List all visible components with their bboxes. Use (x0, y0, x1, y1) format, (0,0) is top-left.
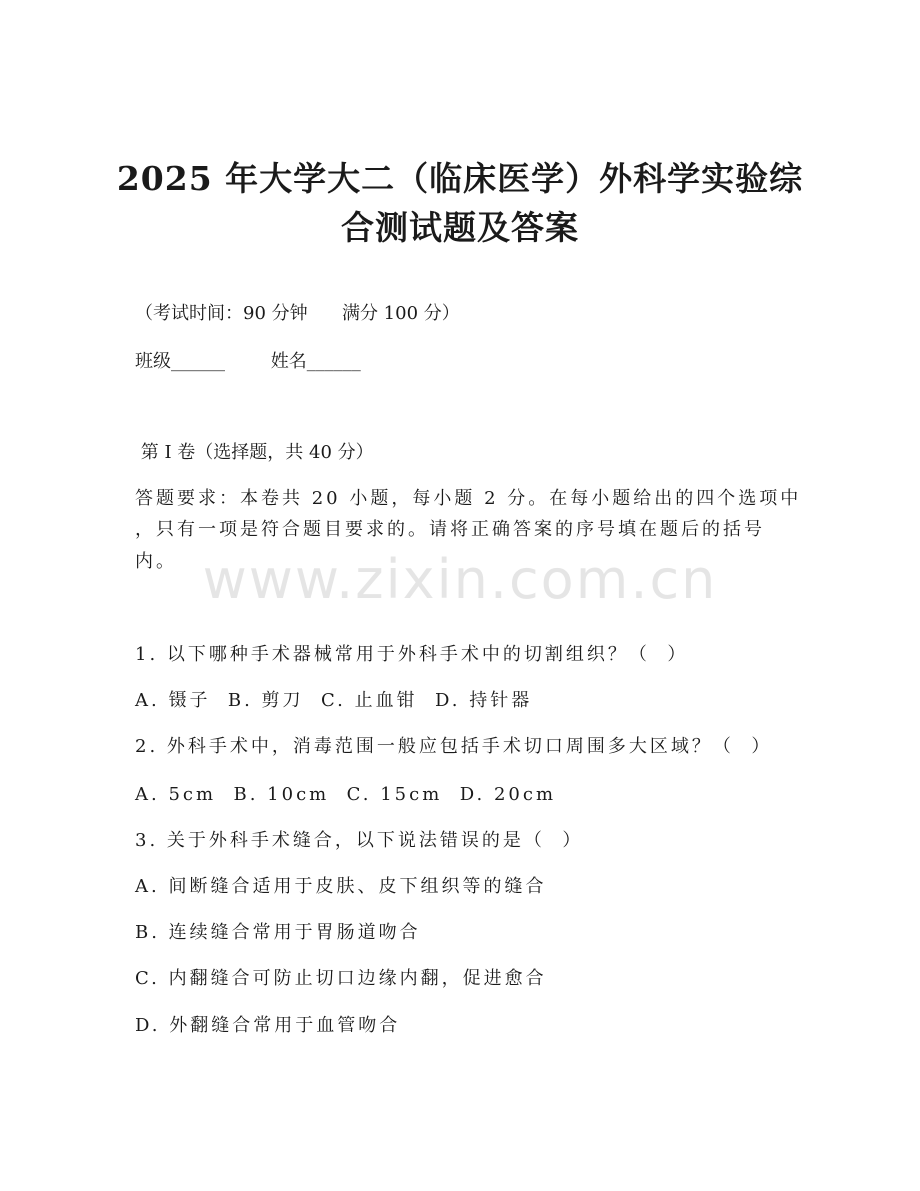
document-title-line-2: 合测试题及答案 (341, 208, 579, 247)
question-1-options: A. 镊子 B. 剪刀 C. 止血钳 D. 持针器 (135, 690, 533, 711)
question-1-stem: 1. 以下哪种手术器械常用于外科手术中的切割组织？（ ） (135, 644, 689, 665)
question-3-option-d: D. 外翻缝合常用于血管吻合 (135, 1015, 401, 1036)
instructions-line-1: 答题要求：本卷共 20 小题，每小题 2 分。在每小题给出的四个选项中 (135, 488, 802, 509)
question-2-options: A. 5cm B. 10cm C. 15cm D. 20cm (135, 784, 557, 805)
exam-time-info: （考试时间：90 分钟 满分 100 分） (135, 303, 460, 324)
instructions-line-2: ，只有一项是符合题目要求的。请将正确答案的序号填在题后的括号 (135, 519, 765, 540)
document-title-line-1: 2025 年大学大二（临床医学）外科学实验综 (116, 159, 804, 198)
question-3-option-a: A. 间断缝合适用于皮肤、皮下组织等的缝合 (135, 876, 547, 897)
watermark: www.zixin.com.cn (202, 548, 718, 611)
class-name-line: 班级______ 姓名______ (135, 351, 361, 372)
section-heading: 第 I 卷（选择题，共 40 分） (135, 442, 374, 463)
question-3-option-c: C. 内翻缝合可防止切口边缘内翻，促进愈合 (135, 968, 547, 989)
question-3-option-b: B. 连续缝合常用于胃肠道吻合 (135, 922, 421, 943)
question-2-stem: 2. 外科手术中，消毒范围一般应包括手术切口周围多大区域？（ ） (135, 736, 773, 757)
instructions-line-3: 内。 (135, 551, 177, 572)
question-3-stem: 3. 关于外科手术缝合，以下说法错误的是（ ） (135, 830, 584, 851)
